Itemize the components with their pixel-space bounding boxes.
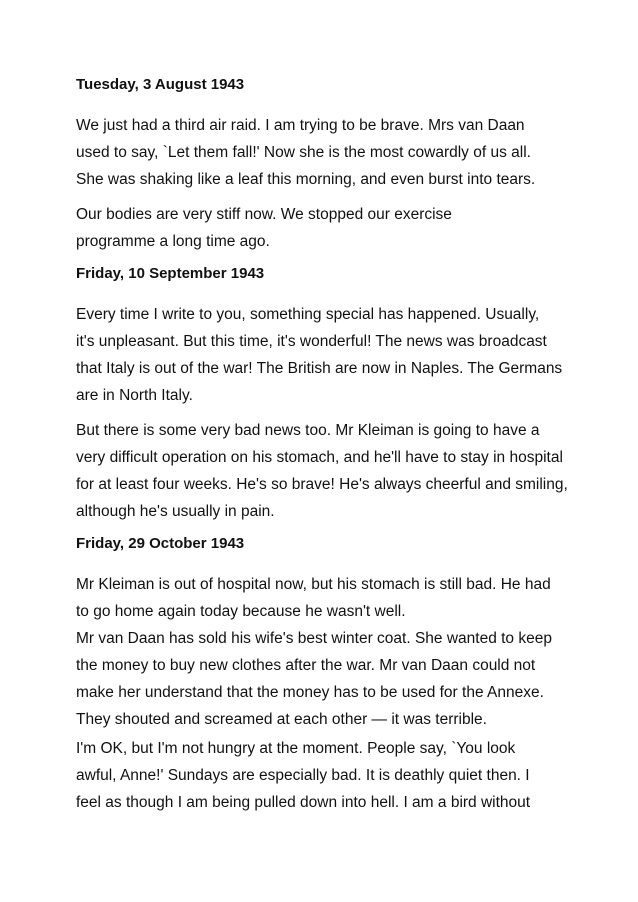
entry-paragraph (76, 625, 576, 733)
text-line: make her understand that the money has to be used for the Annexe. (76, 684, 544, 701)
text-line: the money to buy new clothes after the war. Mr van Daan could not (76, 657, 536, 674)
text-line: They shouted and screamed at each other — it was terrible. (76, 711, 487, 728)
text-line: that Italy is out of the war! The British are now in Naples. The Germans (76, 360, 563, 377)
text-line: She was shaking like a leaf this morning, and even burst into tears. (76, 171, 536, 188)
text-line: Our bodies are very stiff now. We stopped our exercise (76, 206, 452, 223)
text-line: But there is some very bad news too. Mr Kleiman is going to have a (76, 422, 540, 439)
text-line: used to say, `Let them fall!' Now she is the most cowardly of us all. (76, 144, 531, 161)
text-line: it's unpleasant. But this time, it's wonderful! The news was broadcast (76, 333, 547, 350)
text-line: feel as though I am being pulled down into hell. I am a bird without (76, 794, 531, 811)
entry-date: Tuesday, 3 August 1943 (76, 76, 245, 93)
entry-paragraph (76, 417, 576, 525)
text-line: programme a long time ago. (76, 233, 270, 250)
text-line: although he's usually in pain. (76, 503, 275, 520)
entry-date: Friday, 29 October 1943 (76, 535, 245, 552)
diary-entry (76, 74, 576, 255)
text-line: I'm OK, but I'm not hungry at the moment. People say, `You look (76, 740, 516, 757)
text-line: very difficult operation on his stomach, and he'll have to stay in hospital (76, 449, 563, 466)
entry-paragraph (76, 201, 576, 255)
text-line: Every time I write to you, something special has happened. Usually, (76, 306, 540, 323)
entry-paragraph (76, 735, 576, 816)
diary-entry (76, 263, 576, 525)
text-line: We just had a third air raid. I am trying to be brave. Mrs van Daan (76, 117, 525, 134)
text-line: Mr Kleiman is out of hospital now, but his stomach is still bad. He had (76, 576, 551, 593)
entry-paragraph (76, 571, 576, 625)
entry-date: Friday, 10 September 1943 (76, 265, 265, 282)
text-line: Mr van Daan has sold his wife's best winter coat. She wanted to keep (76, 630, 552, 647)
entry-paragraph (76, 112, 576, 193)
text-line: to go home again today because he wasn't well. (76, 603, 406, 620)
diary-entry (76, 533, 576, 816)
text-line: for at least four weeks. He's so brave! He's always cheerful and smiling, (76, 476, 568, 493)
text-line: awful, Anne!' Sundays are especially bad. It is deathly quiet then. I (76, 767, 530, 784)
text-line: are in North Italy. (76, 387, 193, 404)
entry-paragraph (76, 301, 576, 409)
document-page (76, 74, 576, 816)
